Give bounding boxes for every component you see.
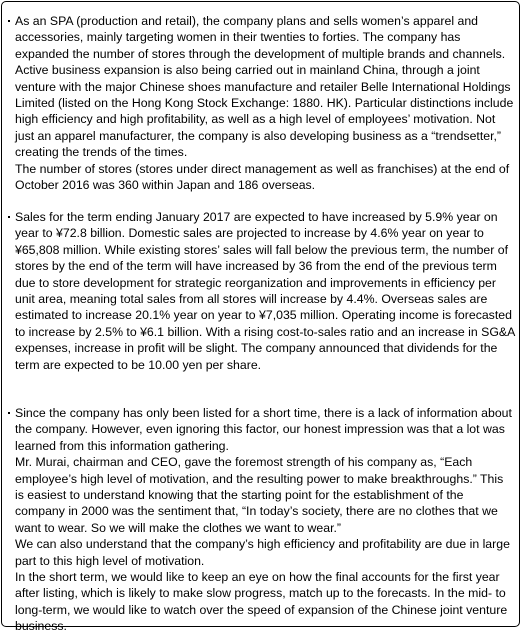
forecast-section	[8, 209, 515, 373]
impression-section	[8, 405, 515, 635]
paragraph: In the short term, we would like to keep an eye on how the final accounts for the first year after listing, which is likely to make slow progress, match up to the forecasts. In the mid- to long-term, we would like to watch over the speed of expansion of the Chinese joint venture business.	[15, 570, 508, 634]
paragraph: The number of stores (stores under direct management as well as franchises) at the end of October 2016 was 360 within Japan and 186 overseas.	[15, 161, 510, 193]
overview-section	[8, 13, 515, 193]
paragraph: We can also understand that the company’s high efficiency and profitability are due in large part to this high level of motivation.	[15, 537, 510, 568]
bullet-paragraph: Since the company has only been listed for a short time, there is a lack of information about the company. However, even ignoring this factor, our honest impression was that a lot was learned from this information gathering.	[8, 405, 515, 454]
bullet-paragraph: As an SPA (production and retail), the company plans and sells women’s apparel and accessories, mainly targeting women in their twenties to forties. The company has expanded the number of stores through the development of multiple brands and channels. Active business expansion is also being carried out in mainland China, through a joint venture with the major Chinese shoes manufacture and retailer Belle International Holdings Limited (listed on the Hong Kong Stock Exchange: 1880. HK). Particular distinctions include high efficiency and high profitability, as well as a high level of employees’ motivation. Not just an apparel manufacturer, the company is also developing business as a “trendsetter,” creating the trends of the times.	[8, 13, 515, 161]
bullet-paragraph: Sales for the term ending January 2017 are expected to have increased by 5.9% year on year to ¥72.8 billion. Domestic sales are projected to increase by 4.6% year on year to ¥65,808 million. While existing stores’ sales will fall below the previous term, the number of stores by the end of the term will have increased by 36 from the end of the previous term due to store development for strategic reorganization and improvements in efficiency per unit area, meaning total sales from all stores will increase by 4.4%. Overseas sales are estimated to increase 20.1% year on year to ¥7,035 million. Operating income is forecasted to increase by 2.5% to ¥6.1 billion. With a rising cost-to-sales ratio and an increase in SG&A expenses, increase in profit will be slight. The company announced that dividends for the term are expected to be 10.00 yen per share.	[8, 209, 515, 373]
content-box	[1, 1, 520, 634]
paragraph: Mr. Murai, chairman and CEO, gave the foremost strength of his company as, “Each employee’s high level of motivation, and the resulting power to make breakthroughs.” This is easiest to understand knowing that the starting point for the establishment of the company in 2000 was the sentiment that, “In today’s society, there are no clothes that we want to wear. So we will make the clothes we want to wear.”	[15, 455, 504, 535]
